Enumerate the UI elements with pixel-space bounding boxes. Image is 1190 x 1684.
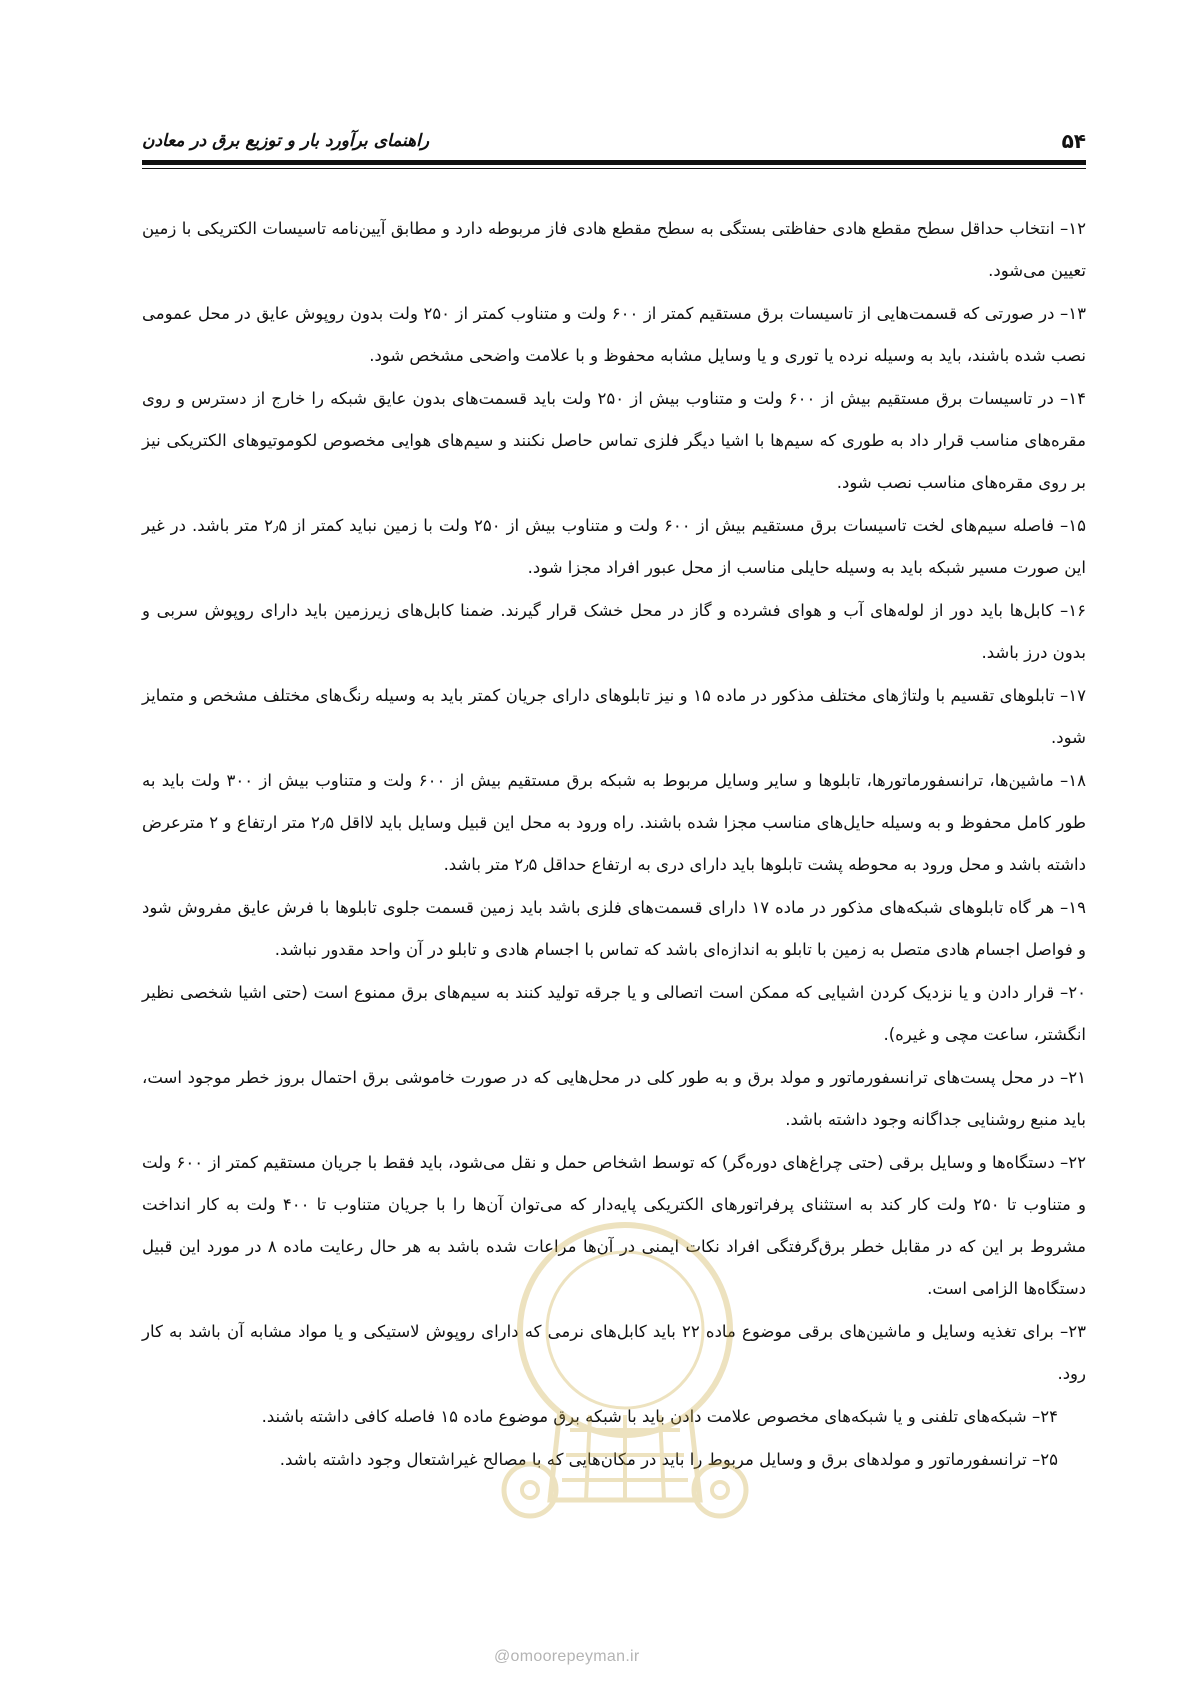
- watermark-site-label: @omoorepeyman.ir: [494, 1648, 640, 1665]
- paragraph-19: ۱۹– هر گاه تابلوهای شبکه‌های مذکور در ماده ۱۷ دارای قسمت‌های فلزی باشد باید زمین قسمت جلوی تابلوها با فرش عایق مفروش شود و فواصل اجسام هادی متصل به زمین با تابلو به اندازه‌ای باشد که تماس با اجسام هادی و تابلو در آن واحد مقدور نباشد.: [142, 898, 1086, 959]
- paragraph-12: ۱۲– انتخاب حداقل سطح مقطع هادی حفاظتی بستگی به سطح مقطع هادی فاز مربوطه دارد و مطابق آیین‌نامه تاسیسات الکتریکی با زمین تعیین می‌شود.: [142, 219, 1086, 280]
- paragraph-21: ۲۱– در محل پست‌های ترانسفورماتور و مولد برق و به طور کلی در محل‌هایی که در صورت خاموشی برق احتمال بروز خطر موجود است، باید منبع روشنایی جداگانه وجود داشته باشد.: [142, 1068, 1086, 1129]
- header-rule-thick: [142, 160, 1086, 165]
- header-rule-thin: [142, 168, 1086, 169]
- paragraph-23: ۲۳– برای تغذیه وسایل و ماشین‌های برقی موضوع ماده ۲۲ باید کابل‌های نرمی که دارای روپوش لاستیکی و یا مواد مشابه آن باشد به کار رود.: [142, 1322, 1086, 1383]
- paragraph-25: ۲۵– ترانسفورماتور و مولدهای برق و وسایل مربوط را باید در مکان‌هایی که با مصالح غیراشتعال وجود داشته باشد.: [279, 1450, 1058, 1469]
- document-body: [142, 208, 1086, 1482]
- paragraph-16: ۱۶– کابل‌ها باید دور از لوله‌های آب و هوای فشرده و گاز در محل خشک قرار گیرند. ضمنا کابل‌های زیرزمین باید دارای روپوش سربی و بدون درز باشد.: [142, 601, 1086, 662]
- paragraph-24: ۲۴– شبکه‌های تلفنی و یا شبکه‌های مخصوص علامت دادن باید با شبکه برق موضوع ماده ۱۵ فاصله کافی داشته باشند.: [261, 1407, 1058, 1426]
- paragraph-17: ۱۷– تابلوهای تقسیم با ولتاژهای مختلف مذکور در ماده ۱۵ و نیز تابلوهای دارای جریان کمتر باید به وسیله رنگ‌های مختلف مشخص و متمایز شود.: [142, 686, 1086, 747]
- paragraph-18: ۱۸– ماشین‌ها، ترانسفورماتورها، تابلوها و سایر وسایل مربوط به شبکه برق مستقیم بیش از ۶۰۰ ولت و متناوب بیش از ۳۰۰ ولت باید به طور کامل محفوظ و به وسیله حایل‌های مناسب مجزا شده باشند. راه ورود به محل این قبیل وسایل باید لااقل ۲٫۵ متر ارتفاع و ۲ مترعرض داشته باشد و محل ورود به محوطه پشت تابلوها باید دارای دری به ارتفاع حداقل ۲٫۵ متر باشد.: [142, 771, 1086, 874]
- page-number: ۵۴: [1061, 129, 1086, 153]
- paragraph-13: ۱۳– در صورتی که قسمت‌هایی از تاسیسات برق مستقیم کمتر از ۶۰۰ ولت و متناوب کمتر از ۲۵۰ ولت بدون روپوش عایق در محل عمومی نصب شده باشند، باید به وسیله نرده یا توری و یا وسایل مشابه محفوظ و با علامت واضحی مشخص شود.: [142, 304, 1086, 365]
- page-header: [142, 126, 1086, 156]
- paragraph-20: ۲۰– قرار دادن و یا نزدیک کردن اشیایی که ممکن است اتصالی و یا جرقه تولید کنند به سیم‌های برق ممنوع است (حتی اشیا شخصی نظیر انگشتر، ساعت مچی و غیره).: [142, 983, 1086, 1044]
- running-title: راهنمای برآورد بار و توزیع برق در معادن: [142, 131, 430, 151]
- paragraph-15: ۱۵– فاصله سیم‌های لخت تاسیسات برق مستقیم بیش از ۶۰۰ ولت و متناوب بیش از ۲۵۰ ولت با زمین نباید کمتر از ۲٫۵ متر باشد. در غیر این صورت مسیر شبکه باید به وسیله حایلی مناسب از محل عبور افراد مجزا شود.: [142, 516, 1087, 577]
- paragraph-22: ۲۲– دستگاه‌ها و وسایل برقی (حتی چراغ‌های دوره‌گر) که توسط اشخاص حمل و نقل می‌شود، باید فقط با جریان مستقیم کمتر از ۶۰۰ ولت و متناوب تا ۲۵۰ ولت کار کند به استثنای پرفراتورهای الکتریکی پایه‌دار که می‌توان آن‌ها را با جریان متناوب تا ۴۰۰ ولت به کار انداخت مشروط بر این که در مقابل خطر برق‌گرفتگی افراد نکات ایمنی در آن‌ها مراعات شده باشد به هر حال رعایت ماده ۸ در مورد این قبیل دستگاه‌ها الزامی است.: [142, 1153, 1086, 1298]
- paragraph-14: ۱۴– در تاسیسات برق مستقیم بیش از ۶۰۰ ولت و متناوب بیش از ۲۵۰ ولت باید قسمت‌های بدون عایق شبکه را خارج از دسترس و روی مقره‌های مناسب قرار داد به طوری که سیم‌ها با اشیا دیگر فلزی تماس حاصل نکنند و سیم‌های هوایی مخصوص لکوموتیوهای الکتریکی نیز بر روی مقره‌های مناسب نصب شود.: [142, 389, 1086, 492]
